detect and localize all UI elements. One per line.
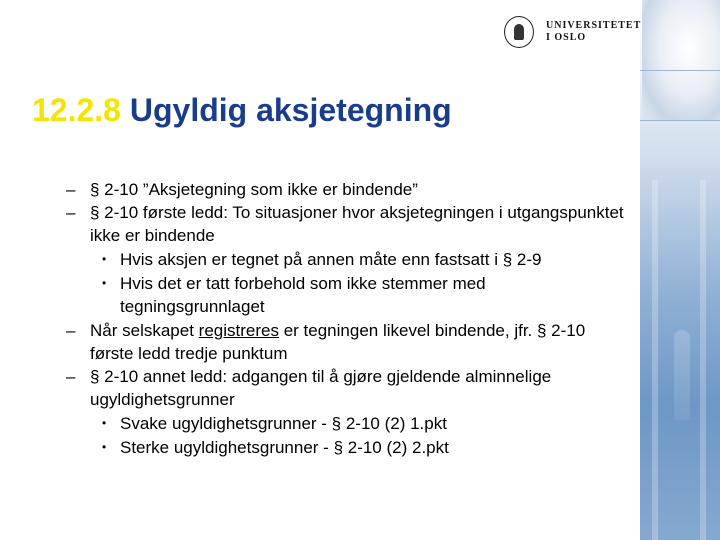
bullet-dash-icon: – <box>66 367 76 386</box>
sub-bullet-item <box>66 436 626 459</box>
panel-column <box>652 180 658 540</box>
university-seal-icon <box>504 16 534 48</box>
sub-bullet-text: Hvis aksjen er tegnet på annen måte enn fastsatt i § 2-9 <box>120 250 542 269</box>
bullet-dash-icon: – <box>66 321 76 340</box>
slide-content <box>66 178 626 460</box>
bullet-item <box>66 319 626 365</box>
statue-bust-image <box>642 0 720 120</box>
bullet-text-part: er tegningen likevel bindende, jfr. § 2-10 første ledd tredje punktum <box>90 321 586 363</box>
bullet-dot-icon: • <box>102 252 107 266</box>
bullet-text <box>90 319 626 365</box>
sub-bullet-item <box>66 272 626 318</box>
slide-title-text: Ugyldig aksjetegning <box>129 92 452 128</box>
sub-bullet-item <box>66 248 626 271</box>
bullet-item <box>66 178 626 201</box>
sub-bullet-text: Sterke ugyldighetsgrunner - § 2-10 (2) 2.pkt <box>120 438 449 457</box>
underlined-term: registreres <box>198 321 279 340</box>
bullet-dash-icon: – <box>66 180 76 199</box>
university-name-line1: UNIVERSITETET <box>546 20 642 31</box>
bullet-item <box>66 365 626 411</box>
statue-figure-image <box>674 330 690 420</box>
slide-title <box>32 92 452 129</box>
panel-column <box>700 180 706 540</box>
bullet-dot-icon: • <box>102 276 107 290</box>
panel-divider <box>640 70 720 71</box>
bullet-item <box>66 201 626 247</box>
bullet-dot-icon: • <box>102 416 107 430</box>
bullet-text: § 2-10 annet ledd: adgangen til å gjøre gjeldende alminnelige ugyldighetsgrunner <box>90 367 552 409</box>
bullet-text: § 2-10 ”Aksjetegning som ikke er bindende” <box>90 180 418 199</box>
bullet-text-part: Når selskapet <box>90 321 199 340</box>
university-name <box>546 20 641 44</box>
slide-title-number: 12.2.8 <box>32 92 121 128</box>
university-name-line2: I OSLO <box>546 32 587 43</box>
decorative-side-panel <box>640 0 720 540</box>
sub-bullet-text: Hvis det er tatt forbehold som ikke stemmer med tegningsgrunnlaget <box>120 274 486 316</box>
sub-bullet-item <box>66 412 626 435</box>
bullet-dash-icon: – <box>66 203 76 222</box>
bullet-text: § 2-10 første ledd: To situasjoner hvor aksjetegningen i utgangspunktet ikke er bindende <box>90 203 624 245</box>
bullet-dot-icon: • <box>102 440 107 454</box>
sub-bullet-text: Svake ugyldighetsgrunner - § 2-10 (2) 1.pkt <box>120 414 447 433</box>
university-logo <box>504 14 641 50</box>
panel-divider <box>640 120 720 121</box>
